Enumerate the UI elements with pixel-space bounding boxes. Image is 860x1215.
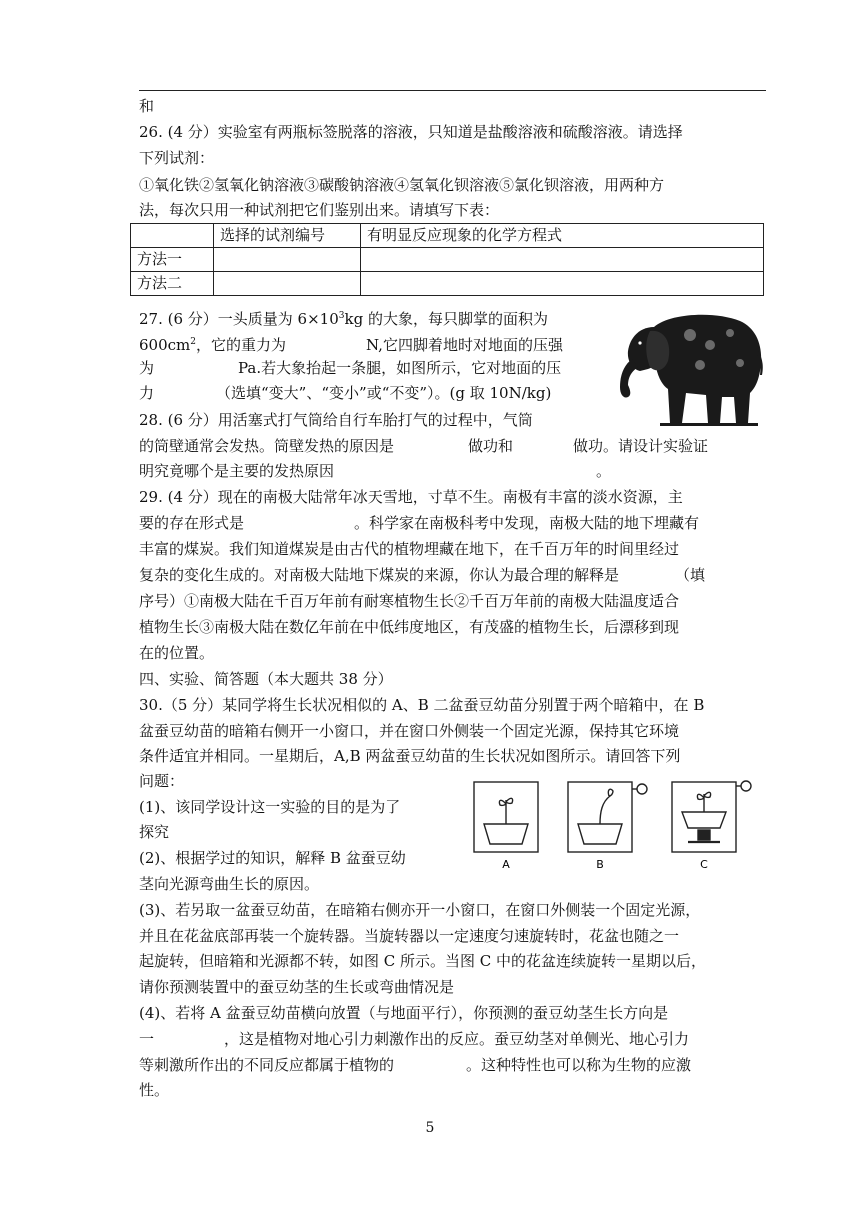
q30-line: 盆蚕豆幼苗的暗箱右侧开一小窗口，并在窗口外侧装一个固定光源，保持其它环境 xyxy=(139,722,680,740)
answer-cell[interactable] xyxy=(214,248,361,272)
q30-line: 条件适宜并相同。一星期后，A,B 两盆蚕豆幼苗的生长状况如图所示。请回答下列 xyxy=(139,747,681,765)
header-rule xyxy=(139,90,766,91)
q30-line: 起旋转，但暗箱和光源都不转，如图 C 所示。当图 C 中的花盆连续旋转一星期以后， xyxy=(139,952,707,970)
table-cell: 选择的试剂编号 xyxy=(214,224,361,248)
q30-line: 茎向光源弯曲生长的原因。 xyxy=(139,875,320,893)
q26-line: 下列试剂： xyxy=(139,149,215,167)
q29-line: 丰富的煤炭。我们知道煤炭是由古代的植物埋藏在地下，在千百万年的时间里经过 xyxy=(139,540,680,558)
table-header-row xyxy=(131,224,764,248)
text: ，这是植物对地心引力刺激作出的反应。蚕豆幼茎对单侧光、地心引力 xyxy=(224,1030,690,1048)
q26-line: ①氧化铁②氢氧化钠溶液③碳酸钠溶液④氢氧化钡溶液⑤氯化钡溶液，用两种方 xyxy=(139,176,665,194)
text: 。这种特性也可以称为生物的应激 xyxy=(466,1056,692,1074)
q30-line: 并且在花盆底部再装一个旋转器。当旋转器以一定速度匀速旋转时，花盆也随之一 xyxy=(139,927,680,945)
table-cell: 方法一 xyxy=(131,248,214,272)
answer-cell[interactable] xyxy=(214,272,361,296)
text: （填 xyxy=(675,566,706,584)
q29-line xyxy=(139,513,699,533)
text: 力 xyxy=(139,384,155,402)
answer-table xyxy=(130,223,764,296)
q30-line: (2)、根据学过的知识，解释 B 盆蚕豆幼 xyxy=(139,849,406,867)
text: 做功和 xyxy=(468,437,514,455)
text: Pa.若大象抬起一条腿，如图所示，它对地面的压 xyxy=(238,359,562,377)
q29-line: 植物生长③南极大陆在数亿年前在中低纬度地区，有茂盛的植物生长，后漂移到现 xyxy=(139,618,680,636)
q30-line: (3)、若另取一盆蚕豆幼苗，在暗箱右侧亦开一小窗口，在窗口外侧装一个固定光源， xyxy=(139,901,701,919)
text: 。 xyxy=(596,462,612,480)
table-row xyxy=(131,272,764,296)
figure-label: B xyxy=(596,858,604,871)
q27-line xyxy=(139,306,548,329)
q30-line: (4)、若将 A 盆蚕豆幼苗横向放置（与地面平行），你预测的蚕豆幼茎生长方向是 xyxy=(139,1004,669,1022)
answer-cell[interactable] xyxy=(361,248,764,272)
q27-line xyxy=(139,332,563,355)
q29-line: 29. (4 分）现在的南极大陆常年冰天雪地，寸草不生。南极有丰富的淡水资源，主 xyxy=(139,488,683,506)
text: ，它的重力为 xyxy=(196,336,287,354)
text: 为 xyxy=(139,359,155,377)
section-heading: 四、实验、简答题（本大题共 38 分） xyxy=(139,670,393,688)
text: 复杂的变化生成的。对南极大陆地下煤炭的来源，你认为最合理的解释是 xyxy=(139,566,620,584)
q30-line: (1)、该同学设计这一实验的目的是为了 xyxy=(139,798,401,816)
q28-line: 28. (6 分）用活塞式打气筒给自行车胎打气的过程中，气筒 xyxy=(139,411,533,429)
q29-line: 在的位置。 xyxy=(139,644,215,662)
text: 的筒壁通常会发热。筒壁发热的原因是 xyxy=(139,437,395,455)
q30-line: 问题： xyxy=(139,772,185,790)
q30-line xyxy=(139,1055,691,1075)
text: N,它四脚着地时对地面的压强 xyxy=(366,336,563,354)
q30-line: 性。 xyxy=(139,1081,170,1099)
text: （选填“变大”、“变小”或“不变”）。(g 取 10N/kg) xyxy=(216,384,552,402)
elephant-illustration xyxy=(610,305,768,433)
page-number: 5 xyxy=(425,1120,435,1136)
q30-line: 请你预测装置中的蚕豆幼茎的生长或弯曲情况是 xyxy=(139,978,455,996)
answer-cell[interactable] xyxy=(361,272,764,296)
q26-line: 26. (4 分）实验室有两瓶标签脱落的溶液，只知道是盐酸溶液和硫酸溶液。请选择 xyxy=(139,123,683,141)
text-line: 和 xyxy=(139,97,155,115)
q30-line xyxy=(139,1029,689,1049)
figure-label: C xyxy=(700,858,708,871)
text: 一 xyxy=(139,1030,155,1048)
text: 等刺激所作出的不同反应都属于植物的 xyxy=(139,1056,395,1074)
text: 27. (6 分）一头质量为 6×10 xyxy=(139,310,339,328)
text: 。科学家在南极科考中发现，南极大陆的地下埋藏有 xyxy=(354,514,700,532)
plant-experiment-figure xyxy=(470,778,770,874)
superscript: 3 xyxy=(338,311,345,321)
q30-line: 30.（5 分）某同学将生长状况相似的 A、B 二盆蚕豆幼苗分别置于两个暗箱中，在 B xyxy=(139,696,705,714)
table-cell: 方法二 xyxy=(131,272,214,296)
text: 做功。请设计实验证 xyxy=(573,437,709,455)
q28-line xyxy=(139,461,611,481)
text: kg 的大象，每只脚掌的面积为 xyxy=(344,310,548,328)
superscript: 2 xyxy=(190,337,196,347)
q27-line xyxy=(139,383,551,403)
q27-line xyxy=(139,358,561,378)
table-row xyxy=(131,248,764,272)
q26-line: 法，每次只用一种试剂把它们鉴别出来。请填写下表： xyxy=(139,201,500,219)
q29-line xyxy=(139,565,705,585)
figure-label: A xyxy=(502,858,510,871)
text: 要的存在形式是 xyxy=(139,514,245,532)
table-cell: 有明显反应现象的化学方程式 xyxy=(361,224,764,248)
text: 明究竟哪个是主要的发热原因 xyxy=(139,462,335,480)
table-cell xyxy=(131,224,214,248)
text: 600cm xyxy=(139,336,191,354)
q29-line: 序号）①南极大陆在千百万年前有耐寒植物生长②千百万年前的南极大陆温度适合 xyxy=(139,592,680,610)
q28-line xyxy=(139,436,708,456)
q30-line: 探究 xyxy=(139,823,170,841)
